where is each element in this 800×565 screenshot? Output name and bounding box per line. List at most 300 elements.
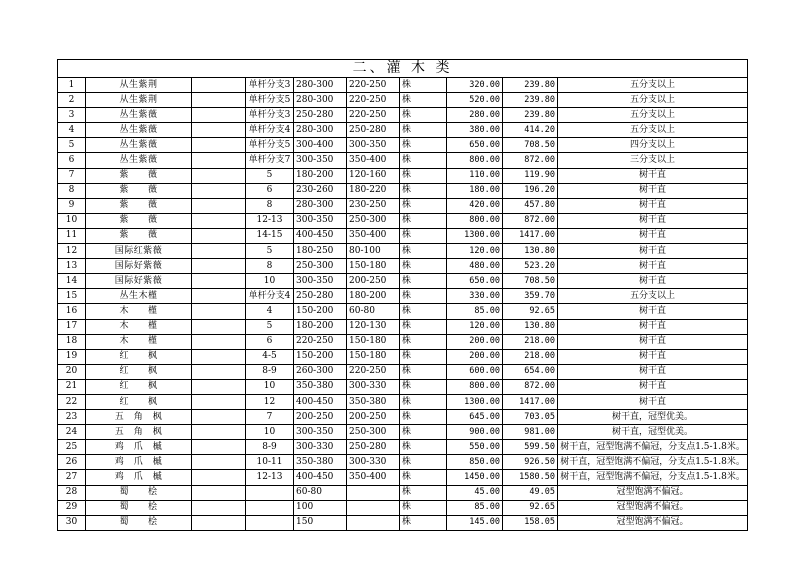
- height-range: 150: [294, 515, 347, 530]
- spec-cell: 12: [246, 394, 294, 409]
- blank-cell: [192, 198, 246, 213]
- unit-cell: 株: [400, 108, 447, 123]
- spec-cell: 10: [246, 274, 294, 289]
- height-range: 250-280: [294, 289, 347, 304]
- table-row: [58, 319, 748, 334]
- unit-cell: 株: [400, 93, 447, 108]
- total-price-cell: 158.05: [503, 515, 558, 530]
- plant-name: 鸡 爪 槭: [86, 470, 192, 485]
- unit-cell: 株: [400, 485, 447, 500]
- plant-name: 紫 薇: [86, 168, 192, 183]
- crown-range: 300-350: [347, 138, 400, 153]
- plant-name: 蜀 桧: [86, 500, 192, 515]
- plant-name: 红 枫: [86, 379, 192, 394]
- blank-cell: [192, 153, 246, 168]
- plant-name: 红 枫: [86, 394, 192, 409]
- total-price-cell: 703.05: [503, 410, 558, 425]
- unit-cell: 株: [400, 183, 447, 198]
- note-cell: 树干直，冠型饱满不偏冠，分支点1.5-1.8米。: [558, 455, 748, 470]
- spec-cell: [246, 500, 294, 515]
- height-range: 200-250: [294, 410, 347, 425]
- note-cell: 树干直: [558, 228, 748, 243]
- row-number: 17: [58, 319, 86, 334]
- plant-name: 鸡 爪 槭: [86, 440, 192, 455]
- table-row: [58, 168, 748, 183]
- price-cell: 45.00: [447, 485, 503, 500]
- blank-cell: [192, 470, 246, 485]
- total-price-cell: 457.80: [503, 198, 558, 213]
- note-cell: 树干直: [558, 213, 748, 228]
- plant-name: 红 枫: [86, 364, 192, 379]
- spec-cell: [246, 485, 294, 500]
- note-cell: 树干直: [558, 244, 748, 259]
- plant-name: 木 槿: [86, 304, 192, 319]
- row-number: 28: [58, 485, 86, 500]
- table-row: [58, 485, 748, 500]
- note-cell: 五分支以上: [558, 123, 748, 138]
- row-number: 19: [58, 349, 86, 364]
- crown-range: 250-300: [347, 213, 400, 228]
- total-price-cell: 523.20: [503, 259, 558, 274]
- plant-name: 木 槿: [86, 319, 192, 334]
- unit-cell: 株: [400, 153, 447, 168]
- height-range: 230-260: [294, 183, 347, 198]
- blank-cell: [192, 485, 246, 500]
- blank-cell: [192, 138, 246, 153]
- crown-range: 350-400: [347, 470, 400, 485]
- blank-cell: [192, 440, 246, 455]
- table-row: [58, 334, 748, 349]
- unit-cell: 株: [400, 228, 447, 243]
- crown-range: 220-250: [347, 108, 400, 123]
- plant-name: 丛生紫薇: [86, 138, 192, 153]
- row-number: 1: [58, 78, 86, 93]
- row-number: 23: [58, 410, 86, 425]
- blank-cell: [192, 123, 246, 138]
- crown-range: 180-220: [347, 183, 400, 198]
- total-price-cell: 359.70: [503, 289, 558, 304]
- note-cell: 树干直: [558, 334, 748, 349]
- crown-range: 180-200: [347, 289, 400, 304]
- note-cell: 五分支以上: [558, 108, 748, 123]
- crown-range: 220-250: [347, 93, 400, 108]
- height-range: 300-350: [294, 153, 347, 168]
- table-row: [58, 289, 748, 304]
- plant-name: 国际好紫薇: [86, 259, 192, 274]
- spec-cell: 12-13: [246, 470, 294, 485]
- plant-name: 紫 薇: [86, 228, 192, 243]
- total-price-cell: 872.00: [503, 213, 558, 228]
- unit-cell: 株: [400, 259, 447, 274]
- note-cell: 树干直: [558, 349, 748, 364]
- unit-cell: 株: [400, 500, 447, 515]
- table-row: [58, 153, 748, 168]
- note-cell: 五分支以上: [558, 78, 748, 93]
- row-number: 22: [58, 394, 86, 409]
- total-price-cell: 414.20: [503, 123, 558, 138]
- blank-cell: [192, 379, 246, 394]
- unit-cell: 株: [400, 425, 447, 440]
- table-row: [58, 349, 748, 364]
- note-cell: 树干直: [558, 274, 748, 289]
- blank-cell: [192, 364, 246, 379]
- table-row: [58, 410, 748, 425]
- unit-cell: 株: [400, 274, 447, 289]
- row-number: 25: [58, 440, 86, 455]
- plant-name: 五 角 枫: [86, 425, 192, 440]
- price-cell: 650.00: [447, 274, 503, 289]
- price-cell: 800.00: [447, 153, 503, 168]
- price-cell: 420.00: [447, 198, 503, 213]
- row-number: 15: [58, 289, 86, 304]
- row-number: 10: [58, 213, 86, 228]
- total-price-cell: 218.00: [503, 349, 558, 364]
- height-range: 260-300: [294, 364, 347, 379]
- row-number: 21: [58, 379, 86, 394]
- blank-cell: [192, 410, 246, 425]
- price-cell: 1300.00: [447, 394, 503, 409]
- spec-cell: 单杆分支5: [246, 138, 294, 153]
- price-cell: 120.00: [447, 244, 503, 259]
- spec-cell: 5: [246, 319, 294, 334]
- spec-cell: 7: [246, 410, 294, 425]
- table-row: [58, 364, 748, 379]
- total-price-cell: 239.80: [503, 78, 558, 93]
- crown-range: 300-330: [347, 455, 400, 470]
- plant-name: 紫 薇: [86, 183, 192, 198]
- crown-range: 200-250: [347, 274, 400, 289]
- price-cell: 520.00: [447, 93, 503, 108]
- crown-range: 350-400: [347, 228, 400, 243]
- blank-cell: [192, 455, 246, 470]
- total-price-cell: 1417.00: [503, 228, 558, 243]
- spec-cell: 4: [246, 304, 294, 319]
- row-number: 9: [58, 198, 86, 213]
- note-cell: 树干直: [558, 259, 748, 274]
- unit-cell: 株: [400, 213, 447, 228]
- unit-cell: 株: [400, 440, 447, 455]
- height-range: 300-350: [294, 274, 347, 289]
- price-cell: 120.00: [447, 319, 503, 334]
- height-range: 250-280: [294, 108, 347, 123]
- total-price-cell: 92.65: [503, 500, 558, 515]
- total-price-cell: 708.50: [503, 274, 558, 289]
- table-row: [58, 259, 748, 274]
- crown-range: 250-280: [347, 123, 400, 138]
- price-cell: 320.00: [447, 78, 503, 93]
- total-price-cell: 981.00: [503, 425, 558, 440]
- height-range: 100: [294, 500, 347, 515]
- row-number: 4: [58, 123, 86, 138]
- note-cell: 树干直: [558, 168, 748, 183]
- table-row: [58, 440, 748, 455]
- crown-range: 250-300: [347, 425, 400, 440]
- blank-cell: [192, 319, 246, 334]
- crown-range: [347, 500, 400, 515]
- spec-cell: 10-11: [246, 455, 294, 470]
- row-number: 13: [58, 259, 86, 274]
- spec-cell: 5: [246, 168, 294, 183]
- table-row: [58, 274, 748, 289]
- unit-cell: 株: [400, 168, 447, 183]
- crown-range: [347, 515, 400, 530]
- spec-cell: 8: [246, 198, 294, 213]
- plant-name: 紫 薇: [86, 213, 192, 228]
- crown-range: 120-130: [347, 319, 400, 334]
- table-row: [58, 470, 748, 485]
- blank-cell: [192, 500, 246, 515]
- height-range: 180-200: [294, 319, 347, 334]
- plant-name: 丛生紫薇: [86, 123, 192, 138]
- total-price-cell: 218.00: [503, 334, 558, 349]
- price-cell: 850.00: [447, 455, 503, 470]
- spec-cell: 8: [246, 259, 294, 274]
- height-range: 400-450: [294, 394, 347, 409]
- height-range: 280-300: [294, 198, 347, 213]
- row-number: 5: [58, 138, 86, 153]
- height-range: 180-200: [294, 168, 347, 183]
- total-price-cell: 119.90: [503, 168, 558, 183]
- blank-cell: [192, 425, 246, 440]
- row-number: 6: [58, 153, 86, 168]
- crown-range: 150-180: [347, 349, 400, 364]
- note-cell: 五分支以上: [558, 93, 748, 108]
- table-row: [58, 394, 748, 409]
- unit-cell: 株: [400, 455, 447, 470]
- plant-name: 丛生紫薇: [86, 153, 192, 168]
- blank-cell: [192, 78, 246, 93]
- price-cell: 280.00: [447, 108, 503, 123]
- unit-cell: 株: [400, 334, 447, 349]
- height-range: 220-250: [294, 334, 347, 349]
- blank-cell: [192, 168, 246, 183]
- price-cell: 200.00: [447, 334, 503, 349]
- crown-range: 150-180: [347, 334, 400, 349]
- row-number: 3: [58, 108, 86, 123]
- spec-cell: 10: [246, 379, 294, 394]
- spec-cell: 6: [246, 183, 294, 198]
- height-range: 280-300: [294, 93, 347, 108]
- note-cell: 树干直，冠型饱满不偏冠，分支点1.5-1.8米。: [558, 470, 748, 485]
- table-row: [58, 93, 748, 108]
- row-number: 29: [58, 500, 86, 515]
- note-cell: 树干直: [558, 183, 748, 198]
- blank-cell: [192, 259, 246, 274]
- unit-cell: 株: [400, 123, 447, 138]
- note-cell: 冠型饱满不偏冠。: [558, 485, 748, 500]
- height-range: 180-250: [294, 244, 347, 259]
- note-cell: 三分支以上: [558, 153, 748, 168]
- table-row: [58, 138, 748, 153]
- price-cell: 800.00: [447, 379, 503, 394]
- unit-cell: 株: [400, 138, 447, 153]
- row-number: 14: [58, 274, 86, 289]
- crown-range: 150-180: [347, 259, 400, 274]
- plant-name: 木 槿: [86, 334, 192, 349]
- note-cell: 四分支以上: [558, 138, 748, 153]
- row-number: 30: [58, 515, 86, 530]
- total-price-cell: 926.50: [503, 455, 558, 470]
- blank-cell: [192, 228, 246, 243]
- crown-range: 80-100: [347, 244, 400, 259]
- blank-cell: [192, 349, 246, 364]
- spec-cell: 单杆分支5: [246, 93, 294, 108]
- height-range: 300-330: [294, 440, 347, 455]
- height-range: 150-200: [294, 304, 347, 319]
- spec-cell: 单杆分支4: [246, 289, 294, 304]
- unit-cell: 株: [400, 304, 447, 319]
- height-range: 60-80: [294, 485, 347, 500]
- price-cell: 645.00: [447, 410, 503, 425]
- height-range: 350-380: [294, 455, 347, 470]
- blank-cell: [192, 394, 246, 409]
- spec-cell: 单杆分支4: [246, 123, 294, 138]
- price-cell: 550.00: [447, 440, 503, 455]
- height-range: 300-350: [294, 213, 347, 228]
- title-row: [58, 60, 748, 78]
- table-row: [58, 183, 748, 198]
- spec-cell: 单杆分支3: [246, 108, 294, 123]
- total-price-cell: 92.65: [503, 304, 558, 319]
- spec-cell: 10: [246, 425, 294, 440]
- price-cell: 145.00: [447, 515, 503, 530]
- price-cell: 1300.00: [447, 228, 503, 243]
- spec-cell: 12-13: [246, 213, 294, 228]
- table-title: 二、灌 木 类: [58, 60, 748, 78]
- price-cell: 900.00: [447, 425, 503, 440]
- blank-cell: [192, 334, 246, 349]
- note-cell: 树干直: [558, 379, 748, 394]
- height-range: 350-380: [294, 379, 347, 394]
- blank-cell: [192, 93, 246, 108]
- height-range: 300-400: [294, 138, 347, 153]
- price-cell: 650.00: [447, 138, 503, 153]
- height-range: 400-450: [294, 228, 347, 243]
- spec-cell: 8-9: [246, 440, 294, 455]
- table-row: [58, 78, 748, 93]
- plant-name: 蜀 桧: [86, 485, 192, 500]
- total-price-cell: 196.20: [503, 183, 558, 198]
- price-cell: 85.00: [447, 304, 503, 319]
- table-row: [58, 455, 748, 470]
- crown-range: 350-380: [347, 394, 400, 409]
- total-price-cell: 654.00: [503, 364, 558, 379]
- blank-cell: [192, 213, 246, 228]
- row-number: 11: [58, 228, 86, 243]
- table-row: [58, 228, 748, 243]
- plant-name: 丛生紫薇: [86, 108, 192, 123]
- crown-range: [347, 485, 400, 500]
- blank-cell: [192, 274, 246, 289]
- crown-range: 120-160: [347, 168, 400, 183]
- price-table: [57, 59, 748, 531]
- table-row: [58, 213, 748, 228]
- price-cell: 330.00: [447, 289, 503, 304]
- price-cell: 1450.00: [447, 470, 503, 485]
- spec-cell: 4-5: [246, 349, 294, 364]
- note-cell: 树干直: [558, 198, 748, 213]
- table-row: [58, 123, 748, 138]
- table-row: [58, 425, 748, 440]
- crown-range: 220-250: [347, 364, 400, 379]
- crown-range: 200-250: [347, 410, 400, 425]
- unit-cell: 株: [400, 349, 447, 364]
- row-number: 27: [58, 470, 86, 485]
- total-price-cell: 130.80: [503, 244, 558, 259]
- height-range: 150-200: [294, 349, 347, 364]
- unit-cell: 株: [400, 319, 447, 334]
- table-row: [58, 198, 748, 213]
- plant-name: 蜀 桧: [86, 515, 192, 530]
- price-cell: 600.00: [447, 364, 503, 379]
- height-range: 280-300: [294, 78, 347, 93]
- spec-cell: 单杆分支7: [246, 153, 294, 168]
- table-row: [58, 515, 748, 530]
- total-price-cell: 130.80: [503, 319, 558, 334]
- price-cell: 110.00: [447, 168, 503, 183]
- total-price-cell: 872.00: [503, 153, 558, 168]
- price-cell: 180.00: [447, 183, 503, 198]
- price-cell: 200.00: [447, 349, 503, 364]
- note-cell: 树干直，冠型饱满不偏冠，分支点1.5-1.8米。: [558, 440, 748, 455]
- blank-cell: [192, 289, 246, 304]
- unit-cell: 株: [400, 364, 447, 379]
- row-number: 7: [58, 168, 86, 183]
- plant-name: 从生紫荆: [86, 93, 192, 108]
- blank-cell: [192, 108, 246, 123]
- crown-range: 250-280: [347, 440, 400, 455]
- note-cell: 树干直: [558, 364, 748, 379]
- plant-name: 鸡 爪 槭: [86, 455, 192, 470]
- total-price-cell: 239.80: [503, 93, 558, 108]
- note-cell: 冠型饱满不偏冠。: [558, 500, 748, 515]
- row-number: 2: [58, 93, 86, 108]
- spec-cell: 单杆分支3: [246, 78, 294, 93]
- table-row: [58, 244, 748, 259]
- note-cell: 树干直，冠型优美。: [558, 410, 748, 425]
- plant-name: 紫 薇: [86, 198, 192, 213]
- plant-name: 五 角 枫: [86, 410, 192, 425]
- blank-cell: [192, 244, 246, 259]
- price-cell: 800.00: [447, 213, 503, 228]
- plant-name: 从生紫荆: [86, 78, 192, 93]
- height-range: 300-350: [294, 425, 347, 440]
- total-price-cell: 599.50: [503, 440, 558, 455]
- table-row: [58, 108, 748, 123]
- row-number: 26: [58, 455, 86, 470]
- row-number: 8: [58, 183, 86, 198]
- blank-cell: [192, 515, 246, 530]
- table-row: [58, 500, 748, 515]
- unit-cell: 株: [400, 394, 447, 409]
- unit-cell: 株: [400, 470, 447, 485]
- spec-cell: 8-9: [246, 364, 294, 379]
- plant-name: 国际红紫薇: [86, 244, 192, 259]
- crown-range: 230-250: [347, 198, 400, 213]
- row-number: 24: [58, 425, 86, 440]
- total-price-cell: 239.80: [503, 108, 558, 123]
- note-cell: 树干直: [558, 394, 748, 409]
- total-price-cell: 872.00: [503, 379, 558, 394]
- crown-range: 60-80: [347, 304, 400, 319]
- crown-range: 220-250: [347, 78, 400, 93]
- unit-cell: 株: [400, 244, 447, 259]
- unit-cell: 株: [400, 198, 447, 213]
- spec-cell: 14-15: [246, 228, 294, 243]
- unit-cell: 株: [400, 410, 447, 425]
- unit-cell: 株: [400, 289, 447, 304]
- note-cell: 冠型饱满不偏冠。: [558, 515, 748, 530]
